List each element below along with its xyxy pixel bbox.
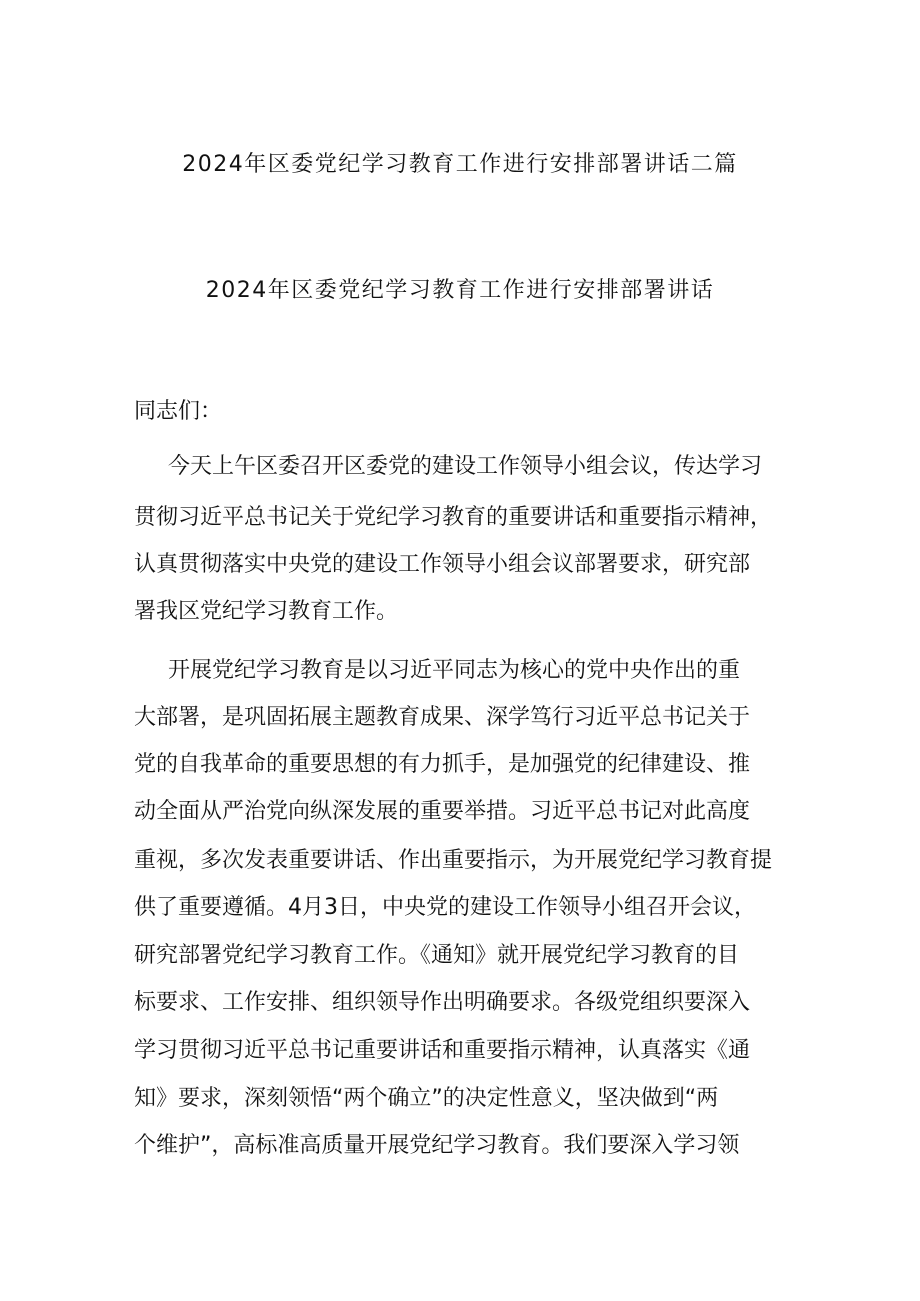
paragraph1-line: 今天上午区委召开区委党的建设工作领导小组会议，传达学习 [168, 454, 763, 479]
paragraph2-line: 个维护”，高标准高质量开展党纪学习教育。我们要深入学习领 [134, 1133, 740, 1158]
paragraph2-line: 重视，多次发表重要讲话、作出重要指示，为开展党纪学习教育提 [134, 848, 773, 873]
paragraph2-line: 知》要求，深刻领悟“两个确立”的决定性意义，坚决做到“两 [134, 1086, 719, 1111]
paragraph1-line: 署我区党纪学习教育工作。 [134, 599, 399, 624]
paragraph2-line: 标要求、工作安排、组织领导作出明确要求。各级党组织要深入 [134, 990, 751, 1015]
paragraph2-line: 开展党纪学习教育是以习近平同志为核心的党中央作出的重 [168, 658, 741, 683]
paragraph1-line: 认真贯彻落实中央党的建设工作领导小组会议部署要求，研究部 [134, 552, 751, 577]
document-title: 2024年区委党纪学习教育工作进行安排部署讲话二篇 [182, 152, 738, 177]
paragraph1-line: 贯彻习近平总书记关于党纪学习教育的重要讲话和重要指示精神， [134, 505, 773, 530]
salutation: 同志们： [134, 399, 223, 424]
paragraph2-line: 动全面从严治党向纵深发展的重要举措。习近平总书记对此高度 [134, 799, 751, 824]
paragraph2-line: 学习贯彻习近平总书记重要讲话和重要指示精神，认真落实《通 [134, 1038, 751, 1063]
paragraph2-line: 供了重要遵循。4月3日，中央党的建设工作领导小组召开会议， [134, 895, 756, 920]
paragraph2-line: 研究部署党纪学习教育工作。《通知》就开展党纪学习教育的目 [134, 943, 740, 968]
paragraph2-line: 大部署，是巩固拓展主题教育成果、深学笃行习近平总书记关于 [134, 705, 751, 730]
document-subtitle: 2024年区委党纪学习教育工作进行安排部署讲话 [205, 278, 715, 303]
paragraph2-line: 党的自我革命的重要思想的有力抓手，是加强党的纪律建设、推 [134, 752, 751, 777]
